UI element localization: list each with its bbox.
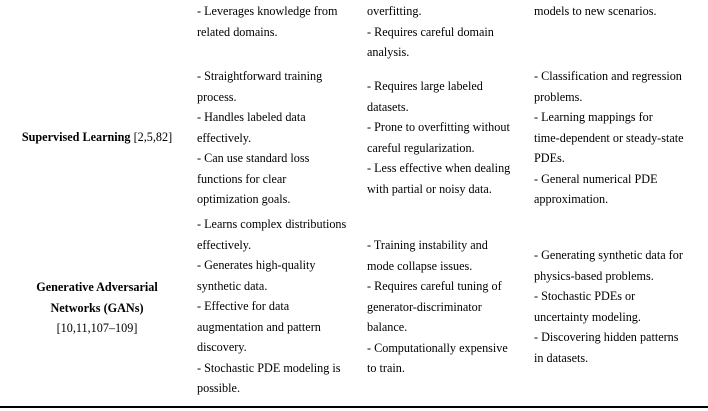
list-item: - Requires careful tuning of generator-discriminator balance. [367,279,502,334]
limitations-cell [367,1,527,63]
list-item: - Leverages knowledge from related domains. [197,4,338,39]
applications-cell [534,1,706,22]
list-item: models to new scenarios. [534,4,657,18]
list-item: overfitting. [367,4,422,18]
list-item: - Effective for data augmentation and pattern discovery. [197,299,321,354]
method-refs: [2,5,82] [130,130,173,144]
list-item: - Requires large labeled datasets. [367,79,483,114]
list-item: - Less effective when dealing with partial or noisy data. [367,161,511,196]
applications-cell [534,245,706,368]
limitations-cell [367,76,527,199]
list-item: - General numerical PDE approximation. [534,171,658,206]
advantages-cell [197,66,363,210]
method-name: Supervised Learning [21,130,131,144]
limitations-cell [367,235,527,379]
list-item: - Stochastic PDEs or uncertainty modeling. [534,289,641,324]
table-bottom-rule [0,406,708,408]
applications-cell [534,66,706,210]
list-item: - Straightforward training process. [197,69,323,104]
method-name-line-1: Generative Adversarial [36,280,158,294]
method-label [4,127,190,148]
advantages-cell [197,214,363,399]
list-item: - Discovering hidden patterns in datasets. [534,330,679,365]
list-item: - Training instability and mode collapse issues. [367,238,488,273]
list-item: - Learning mappings for time-dependent or steady-state PDEs. [534,110,684,165]
method-refs: [10,11,107–109] [56,321,138,335]
list-item: - Can use standard loss functions for clear optimization goals. [197,151,310,206]
list-item: - Stochastic PDE modeling is possible. [197,360,341,395]
list-item: - Handles labeled data effectively. [197,110,306,145]
list-item: - Prone to overfitting without careful regularization. [367,120,510,155]
list-item: - Learns complex distributions effectively. [197,217,347,252]
advantages-cell [197,1,363,42]
list-item: - Generating synthetic data for physics-based problems. [534,248,683,283]
list-item: - Requires careful domain analysis. [367,24,494,59]
method-name-line-2: Networks (GANs) [50,300,144,315]
list-item: - Computationally expensive to train. [367,340,508,375]
method-label [4,277,190,339]
list-item: - Classification and regression problems. [534,69,682,104]
list-item: - Generates high-quality synthetic data. [197,258,316,293]
